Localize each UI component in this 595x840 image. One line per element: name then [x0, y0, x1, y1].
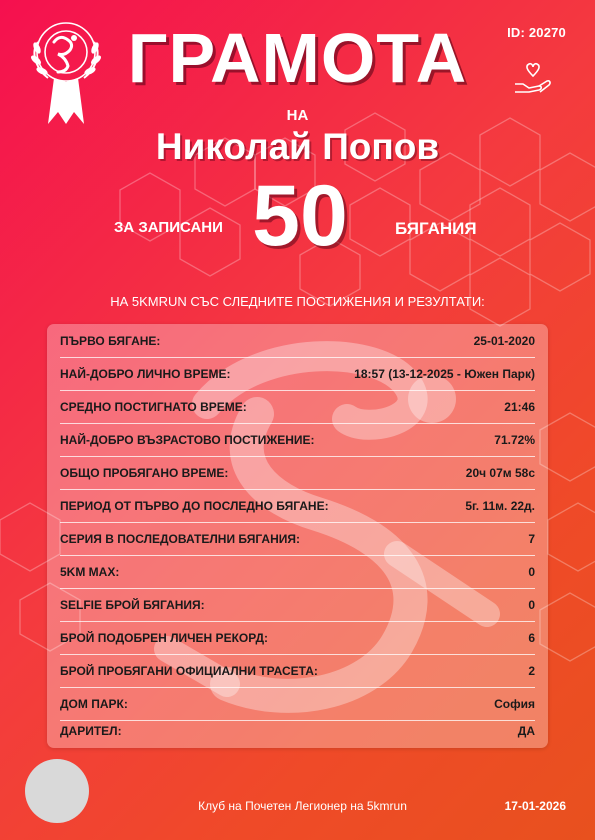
stats-row [60, 714, 535, 747]
stats-row [60, 390, 535, 424]
stats-row [60, 621, 535, 655]
stats-value: 18:57 (13-12-2025 - Южен Парк) [354, 366, 535, 381]
stats-value: 21:46 [504, 399, 535, 414]
for-label: ЗА ЗАПИСАНИ [114, 219, 223, 236]
runs-label: БЯГАНИЯ [395, 219, 477, 238]
stats-label: СРЕДНО ПОСТИГНАТО ВРЕМЕ: [60, 399, 247, 414]
recipient-name: Николай Попов [155, 126, 440, 167]
stats-label: НАЙ-ДОБРО ВЪЗРАСТОВО ПОСТИЖЕНИЕ: [60, 432, 315, 447]
certificate-title: ГРАМОТА [127, 19, 468, 97]
stats-row [60, 654, 535, 688]
stats-row [60, 456, 535, 490]
stats-label: БРОЙ ПРОБЯГАНИ ОФИЦИАЛНИ ТРАСЕТА: [60, 663, 318, 678]
stats-label: НАЙ-ДОБРО ЛИЧНО ВРЕМЕ: [60, 366, 231, 381]
stats-label: ДОМ ПАРК: [60, 696, 128, 711]
stats-row [60, 588, 535, 622]
stats-value: 25-01-2020 [473, 333, 535, 348]
stats-value: 7 [528, 531, 535, 546]
stats-value: 6 [528, 630, 535, 645]
stats-label: 5KM MAX: [60, 564, 120, 579]
footer-club: Клуб на Почетен Легионер на 5kmrun [198, 799, 407, 813]
stats-row [60, 357, 535, 391]
stats-value: 0 [528, 564, 535, 579]
stats-label: ПЕРИОД ОТ ПЪРВО ДО ПОСЛЕДНО БЯГАНЕ: [60, 498, 329, 513]
stats-value: 2 [528, 663, 535, 678]
certificate-id: ID: 20270 [507, 25, 566, 40]
run-count: 50 [252, 168, 348, 264]
stats-row [60, 555, 535, 589]
avatar [25, 759, 89, 823]
stats-label: ОБЩО ПРОБЯГАНО ВРЕМЕ: [60, 465, 229, 480]
stats-label: ДАРИТЕЛ: [60, 723, 122, 738]
preposition-label: НА [286, 107, 309, 124]
stats-row [60, 324, 535, 358]
stats-row [60, 423, 535, 457]
stats-panel [47, 324, 548, 748]
stats-label: ПЪРВО БЯГАНЕ: [60, 333, 161, 348]
stats-value: 5г. 11м. 22д. [465, 498, 535, 513]
intro-text: НА 5KMRUN СЪС СЛЕДНИТЕ ПОСТИЖЕНИЯ И РЕЗУЛТАТИ: [110, 294, 485, 309]
stats-value: 0 [528, 597, 535, 612]
stats-label: СЕРИЯ В ПОСЛЕДОВАТЕЛНИ БЯГАНИЯ: [60, 531, 300, 546]
stats-value: София [494, 696, 535, 711]
stats-value: 71.72% [494, 432, 535, 447]
stats-label: БРОЙ ПОДОБРЕН ЛИЧЕН РЕКОРД: [60, 630, 269, 645]
stats-row [60, 489, 535, 523]
stats-value: 20ч 07м 58с [465, 465, 535, 480]
footer-date: 17-01-2026 [504, 799, 566, 813]
stats-label: SELFIE БРОЙ БЯГАНИЯ: [60, 597, 205, 612]
stats-row [60, 522, 535, 556]
stats-value: ДА [517, 723, 535, 738]
